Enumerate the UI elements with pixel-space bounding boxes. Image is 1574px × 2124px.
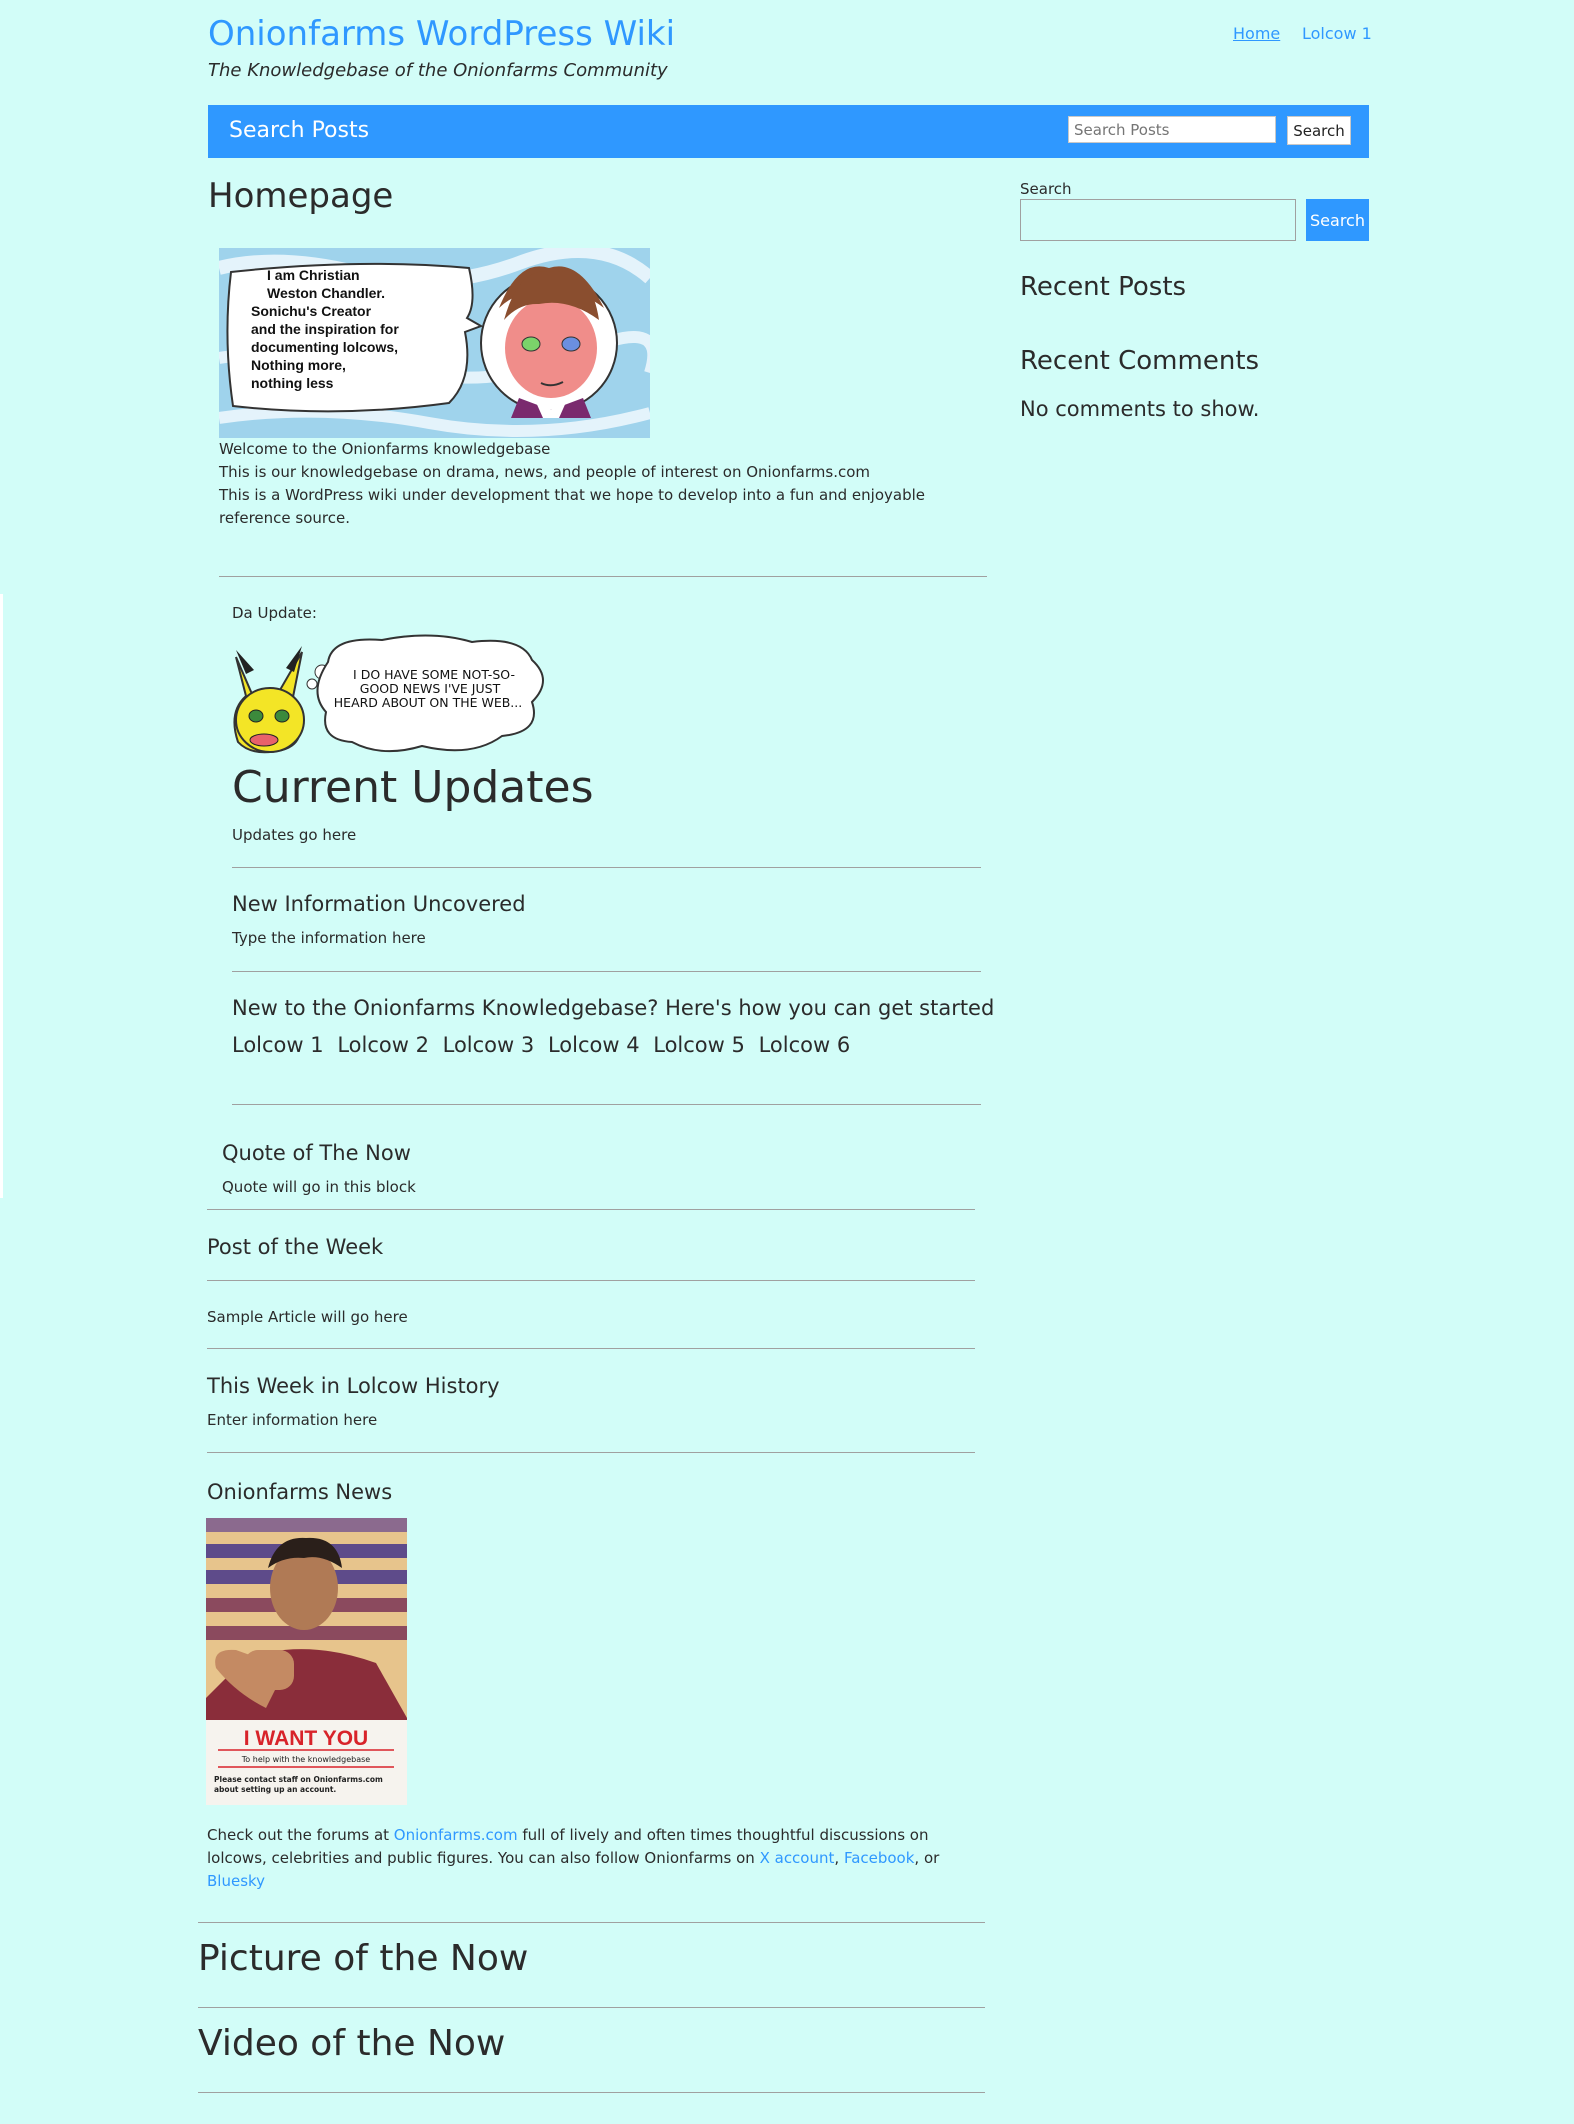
- intro-line: This is our knowledgebase on drama, news, and people of interest on Onionfarms.com: [219, 463, 871, 481]
- divider: [207, 1209, 975, 1210]
- poster-svg: [206, 1518, 407, 1805]
- lolcow-link[interactable]: Lolcow 5: [653, 1033, 745, 1057]
- divider: [207, 1452, 975, 1453]
- page-title: Homepage: [208, 176, 394, 216]
- hero-speech-line: Nothing more,: [251, 357, 346, 373]
- facebook-link[interactable]: Facebook: [843, 1849, 915, 1867]
- lolcow-link[interactable]: Lolcow 1: [232, 1033, 324, 1057]
- divider: [198, 1922, 985, 1923]
- sidebar-search-input[interactable]: [1020, 199, 1296, 241]
- quote-heading: Quote of The Now: [222, 1141, 411, 1165]
- divider: [198, 2092, 985, 2093]
- forums-paragraph: [207, 1824, 977, 1893]
- forums-text: ,: [834, 1849, 844, 1867]
- hero-speech-line: I am Christian: [267, 267, 360, 283]
- post-week-text: Sample Article will go here: [207, 1308, 408, 1326]
- divider: [232, 867, 981, 868]
- lolcow-link[interactable]: Lolcow 4: [547, 1033, 640, 1057]
- divider: [219, 576, 987, 577]
- hero-comic-image: [219, 248, 650, 438]
- intro-line: Welcome to the Onionfarms knowledgebase: [219, 440, 551, 458]
- update-comic-svg: [232, 632, 557, 762]
- search-posts-bar: [208, 105, 1369, 158]
- lolcow-link[interactable]: Lolcow 6: [758, 1033, 851, 1057]
- recent-comments-heading: Recent Comments: [1020, 346, 1260, 376]
- lolcow-link[interactable]: Lolcow 3: [442, 1033, 535, 1057]
- onionfarms-link[interactable]: Onionfarms.com: [393, 1826, 518, 1844]
- updates-text: Updates go here: [232, 826, 357, 844]
- sidebar-search-button[interactable]: Search: [1306, 199, 1369, 241]
- forums-text: full of lively and often times thoughtful discussions on lolcows, celebrities and public figures. You can also follow Onionfarms on: [207, 1826, 929, 1867]
- recruitment-poster-image: [206, 1518, 407, 1805]
- new-info-text: Type the information here: [232, 929, 426, 947]
- new-info-heading: New Information Uncovered: [232, 892, 526, 916]
- hero-comic-svg: [219, 248, 650, 438]
- update-bubble-line: GOOD NEWS I'VE JUST: [359, 681, 501, 696]
- update-label: Da Update:: [232, 604, 317, 622]
- poster-note: Please contact staff on Onionfarms.com: [214, 1775, 383, 1784]
- hero-speech-line: and the inspiration for: [251, 321, 399, 337]
- current-updates-heading: Current Updates: [232, 762, 594, 813]
- forums-text: , or: [914, 1849, 940, 1867]
- search-posts-button[interactable]: Search: [1287, 116, 1351, 145]
- poster-subtitle: To help with the knowledgebase: [241, 1755, 371, 1764]
- bluesky-link[interactable]: Bluesky: [207, 1872, 266, 1890]
- site-title[interactable]: Onionfarms WordPress Wiki: [208, 14, 676, 54]
- history-text: Enter information here: [207, 1411, 378, 1429]
- update-comic-image: [232, 632, 557, 762]
- video-heading: Video of the Now: [198, 2023, 506, 2064]
- hero-speech-line: Sonichu's Creator: [251, 303, 372, 319]
- history-heading: This Week in Lolcow History: [207, 1374, 500, 1398]
- recent-posts-heading: Recent Posts: [1020, 272, 1187, 302]
- divider: [207, 1280, 975, 1281]
- divider: [207, 1348, 975, 1349]
- hero-speech-line: documenting lolcows,: [251, 339, 399, 355]
- poster-note: about setting up an account.: [214, 1785, 337, 1794]
- search-posts-input[interactable]: [1068, 116, 1276, 143]
- quote-text: Quote will go in this block: [222, 1178, 416, 1196]
- get-started-heading: New to the Onionfarms Knowledgebase? Here's how you can get started: [232, 996, 995, 1020]
- picture-heading: Picture of the Now: [198, 1938, 529, 1979]
- search-posts-title: Search Posts: [229, 118, 370, 143]
- post-week-heading: Post of the Week: [207, 1235, 384, 1259]
- page-edge-strip: [0, 594, 3, 1198]
- x-account-link[interactable]: X account: [759, 1849, 835, 1867]
- lolcow-link[interactable]: Lolcow 2: [337, 1033, 429, 1057]
- intro-line: This is a WordPress wiki under development that we hope to develop into a fun and enjoyable reference source.: [219, 486, 925, 527]
- update-bubble-line: HEARD ABOUT ON THE WEB...: [333, 695, 523, 710]
- sidebar-search-label: Search: [1020, 180, 1072, 198]
- news-heading: Onionfarms News: [207, 1480, 393, 1504]
- site-tagline: The Knowledgebase of the Onionfarms Community: [208, 60, 668, 81]
- hero-speech-line: nothing less: [251, 375, 334, 391]
- nav-home[interactable]: Home: [1233, 24, 1281, 43]
- divider: [198, 2007, 985, 2008]
- divider: [232, 1104, 981, 1105]
- nav-lolcow-1[interactable]: Lolcow 1: [1302, 24, 1372, 43]
- no-comments-text: No comments to show.: [1020, 397, 1260, 421]
- intro-text: [219, 438, 959, 530]
- update-bubble-line: I DO HAVE SOME NOT-SO-: [353, 667, 515, 682]
- hero-speech-line: Weston Chandler.: [267, 285, 385, 301]
- forums-text: Check out the forums at: [207, 1826, 394, 1844]
- divider: [232, 971, 981, 972]
- poster-title: I WANT YOU: [243, 1727, 369, 1750]
- lolcow-links: [232, 1033, 857, 1057]
